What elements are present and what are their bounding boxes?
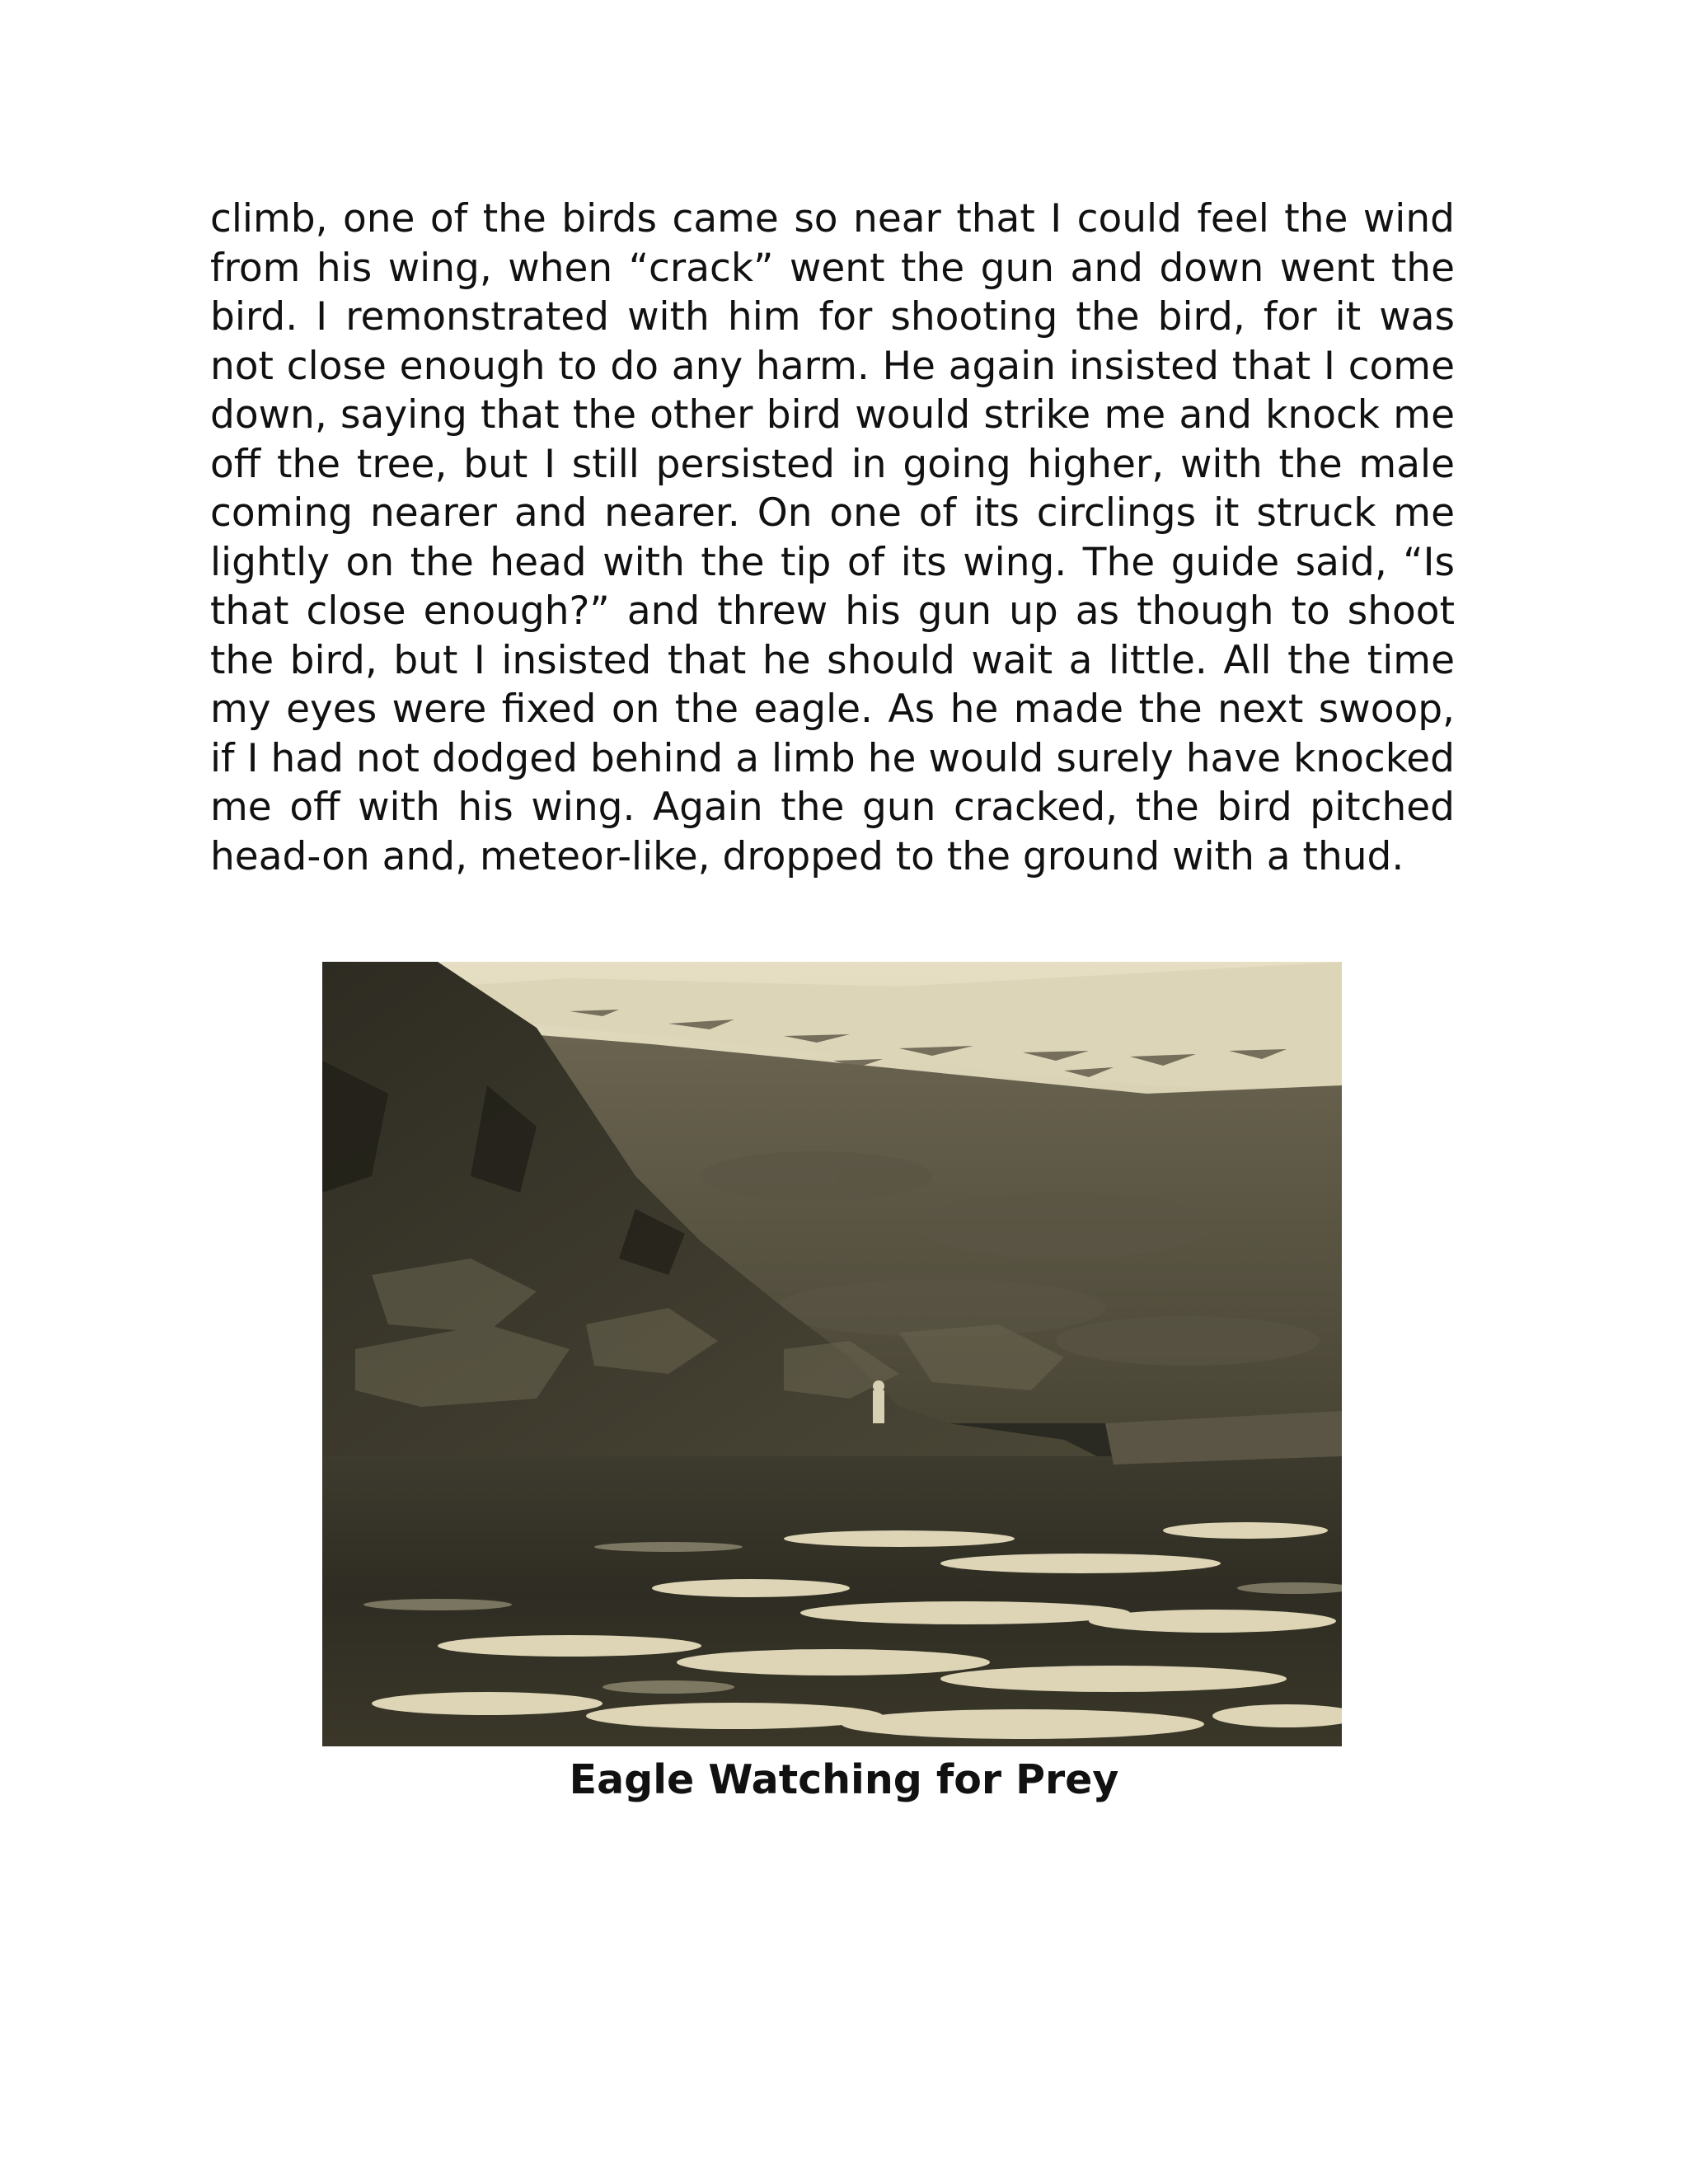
photo-illustration — [322, 962, 1342, 1746]
body-paragraph: climb, one of the birds came so near that I could feel the wind from his wing, when “crack” went the gun and down went the bird. I remonstrated with him for shooting the bird, for it was not close enough to do any harm. He again insisted that I come down, saying that the other bird would strike me and knock me off the tree, but I still persisted in going higher, with the male coming nearer and nearer. On one of its circlings it struck me lightly on the head with the tip of its wing. The guide said, “Is that close enough?” and threw his gun up as though to shoot the bird, but I insisted that he should wait a little. All the time my eyes were fixed on the eagle. As he made the next swoop, if I had not dodged behind a limb he would surely have knocked me off with his wing. Again the gun cracked, the bird pitched head-on and, meteor-like, dropped to the ground with a thud. — [210, 196, 1455, 879]
figure-caption: Eagle Watching for Prey — [569, 1756, 1119, 1803]
eagle-photograph — [322, 962, 1342, 1746]
